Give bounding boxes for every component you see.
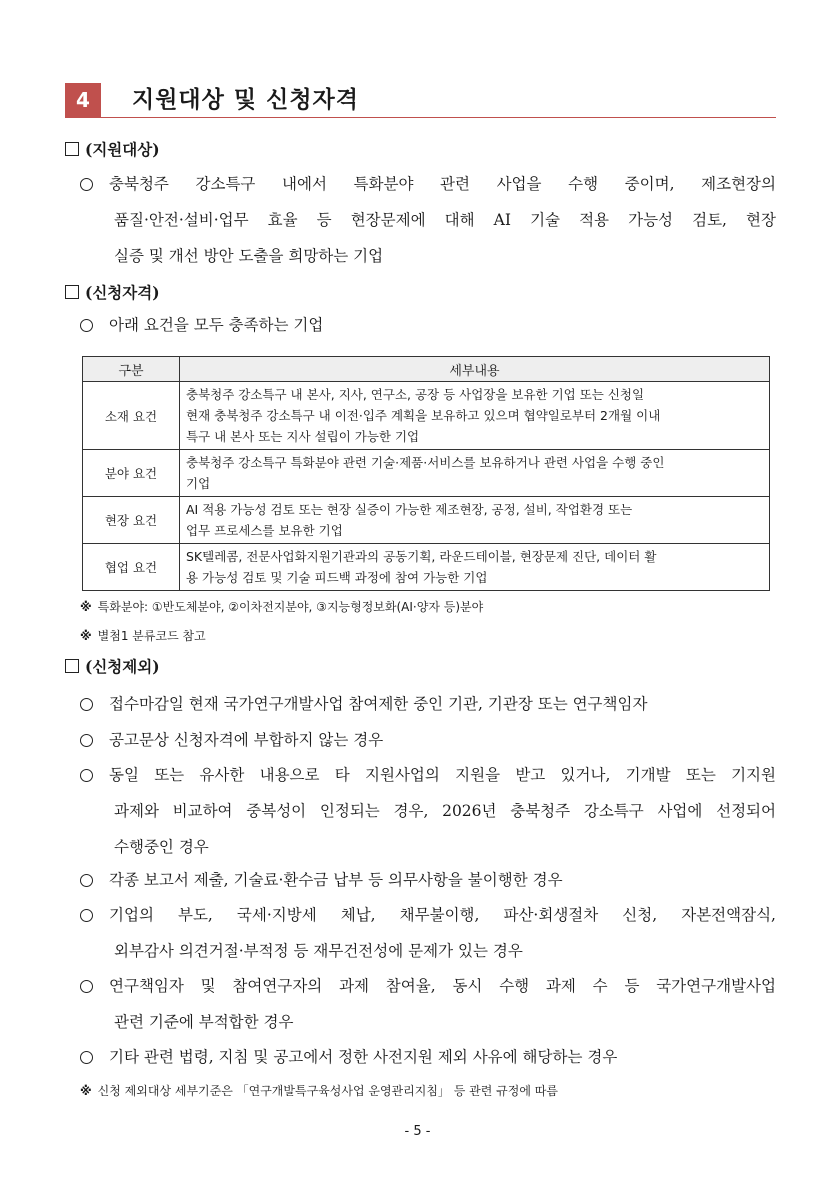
table-row — [83, 382, 770, 450]
exclusion-note: ※ 신청 제외대상 세부기준은 「연구개발특구육성사업 운영관리지침」 등 관련 규정에 따름 — [80, 1084, 558, 1098]
circle-bullet-icon — [80, 734, 93, 747]
table-cell-detail: SK텔레콤, 전문사업화지원기관과의 공동기획, 라운드테이블, 현장문제 진단, 데이터 활 용 가능성 검토 및 기술 피드백 과정에 참여 가능한 기업 — [180, 544, 770, 591]
table-cell-category: 소재 요건 — [83, 382, 180, 450]
exclusion-bullet: 공고문상 신청자격에 부합하지 않는 경우 — [80, 722, 776, 758]
exclusion-bullet: 각종 보고서 제출, 기술료·환수금 납부 등 의무사항을 불이행한 경우 — [80, 862, 776, 898]
eligibility-bullet: 아래 요건을 모두 충족하는 기업 — [80, 307, 776, 343]
exclusion-bullet: 기타 관련 법령, 지침 및 공고에서 정한 사전지원 제외 사유에 해당하는 경우 — [80, 1039, 776, 1075]
page-number: - 5 - — [404, 1124, 431, 1139]
table-cell-category: 분야 요건 — [83, 450, 180, 497]
circle-bullet-icon — [80, 980, 93, 993]
exclusion-bullet: 동일 또는 유사한 내용으로 타 지원사업의 지원을 받고 있거나, 기개발 또는 기지원 과제와 비교하여 중복성이 인정되는 경우, 2026년 충북청주 강소특구 사업에 선정되어 수행중인 경우 — [80, 757, 776, 865]
circle-bullet-icon — [80, 178, 93, 191]
eligibility-note: ※ 특화분야: ①반도체분야, ②이차전지분야, ③지능형정보화(AI·양자 등)분야 — [80, 600, 484, 614]
support-target-bullet: 충북청주 강소특구 내에서 특화분야 관련 사업을 수행 중이며, 제조현장의 품질·안전·설비·업무 효율 등 현장문제에 대해 AI 기술 적용 가능성 검토, 현장 실증 및 개선 방안 도출을 희망하는 기업 — [80, 166, 776, 274]
exclusion-heading: (신청제외) — [65, 656, 160, 678]
table-header-row — [83, 357, 770, 382]
support-target-heading: (지원대상) — [65, 139, 160, 161]
table-cell-detail: 충북청주 강소특구 특화분야 관련 기술·제품·서비스를 보유하거나 관련 사업을 수행 중인 기업 — [180, 450, 770, 497]
circle-bullet-icon — [80, 698, 93, 711]
eligibility-heading: (신청자격) — [65, 282, 160, 304]
exclusion-bullet: 기업의 부도, 국세·지방세 체납, 채무불이행, 파산·회생절차 신청, 자본전액잠식, 외부감사 의견거절·부적정 등 재무건전성에 문제가 있는 경우 — [80, 897, 776, 969]
square-bullet-icon — [65, 142, 79, 156]
eligibility-table — [82, 356, 770, 591]
square-bullet-icon — [65, 285, 79, 299]
section-header — [65, 79, 776, 119]
table-row — [83, 497, 770, 544]
table-cell-category: 현장 요건 — [83, 497, 180, 544]
table-header-detail: 세부내용 — [180, 357, 770, 382]
circle-bullet-icon — [80, 319, 93, 332]
table-cell-detail: AI 적용 가능성 검토 또는 현장 실증이 가능한 제조현장, 공정, 설비, 작업환경 또는 업무 프로세스를 보유한 기업 — [180, 497, 770, 544]
table-cell-category: 협업 요건 — [83, 544, 180, 591]
circle-bullet-icon — [80, 909, 93, 922]
square-bullet-icon — [65, 659, 79, 673]
section-underline — [65, 117, 776, 118]
circle-bullet-icon — [80, 874, 93, 887]
section-title: 지원대상 및 신청자격 — [132, 87, 359, 113]
exclusion-bullet: 연구책임자 및 참여연구자의 과제 참여율, 동시 수행 과제 수 등 국가연구개발사업 관련 기준에 부적합한 경우 — [80, 968, 776, 1040]
table-row — [83, 450, 770, 497]
eligibility-note: ※ 별첨1 분류코드 참고 — [80, 629, 206, 643]
circle-bullet-icon — [80, 769, 93, 782]
section-number: 4 — [65, 83, 101, 117]
exclusion-bullet: 접수마감일 현재 국가연구개발사업 참여제한 중인 기관, 기관장 또는 연구책임자 — [80, 686, 776, 722]
table-row — [83, 544, 770, 591]
table-header-category: 구분 — [83, 357, 180, 382]
table-cell-detail: 충북청주 강소특구 내 본사, 지사, 연구소, 공장 등 사업장을 보유한 기업 또는 신청일 현재 충북청주 강소특구 내 이전·입주 계획을 보유하고 있으며 협약일로부터 2개월 이내 특구 내 본사 또는 지사 설립이 가능한 기업 — [180, 382, 770, 450]
circle-bullet-icon — [80, 1051, 93, 1064]
